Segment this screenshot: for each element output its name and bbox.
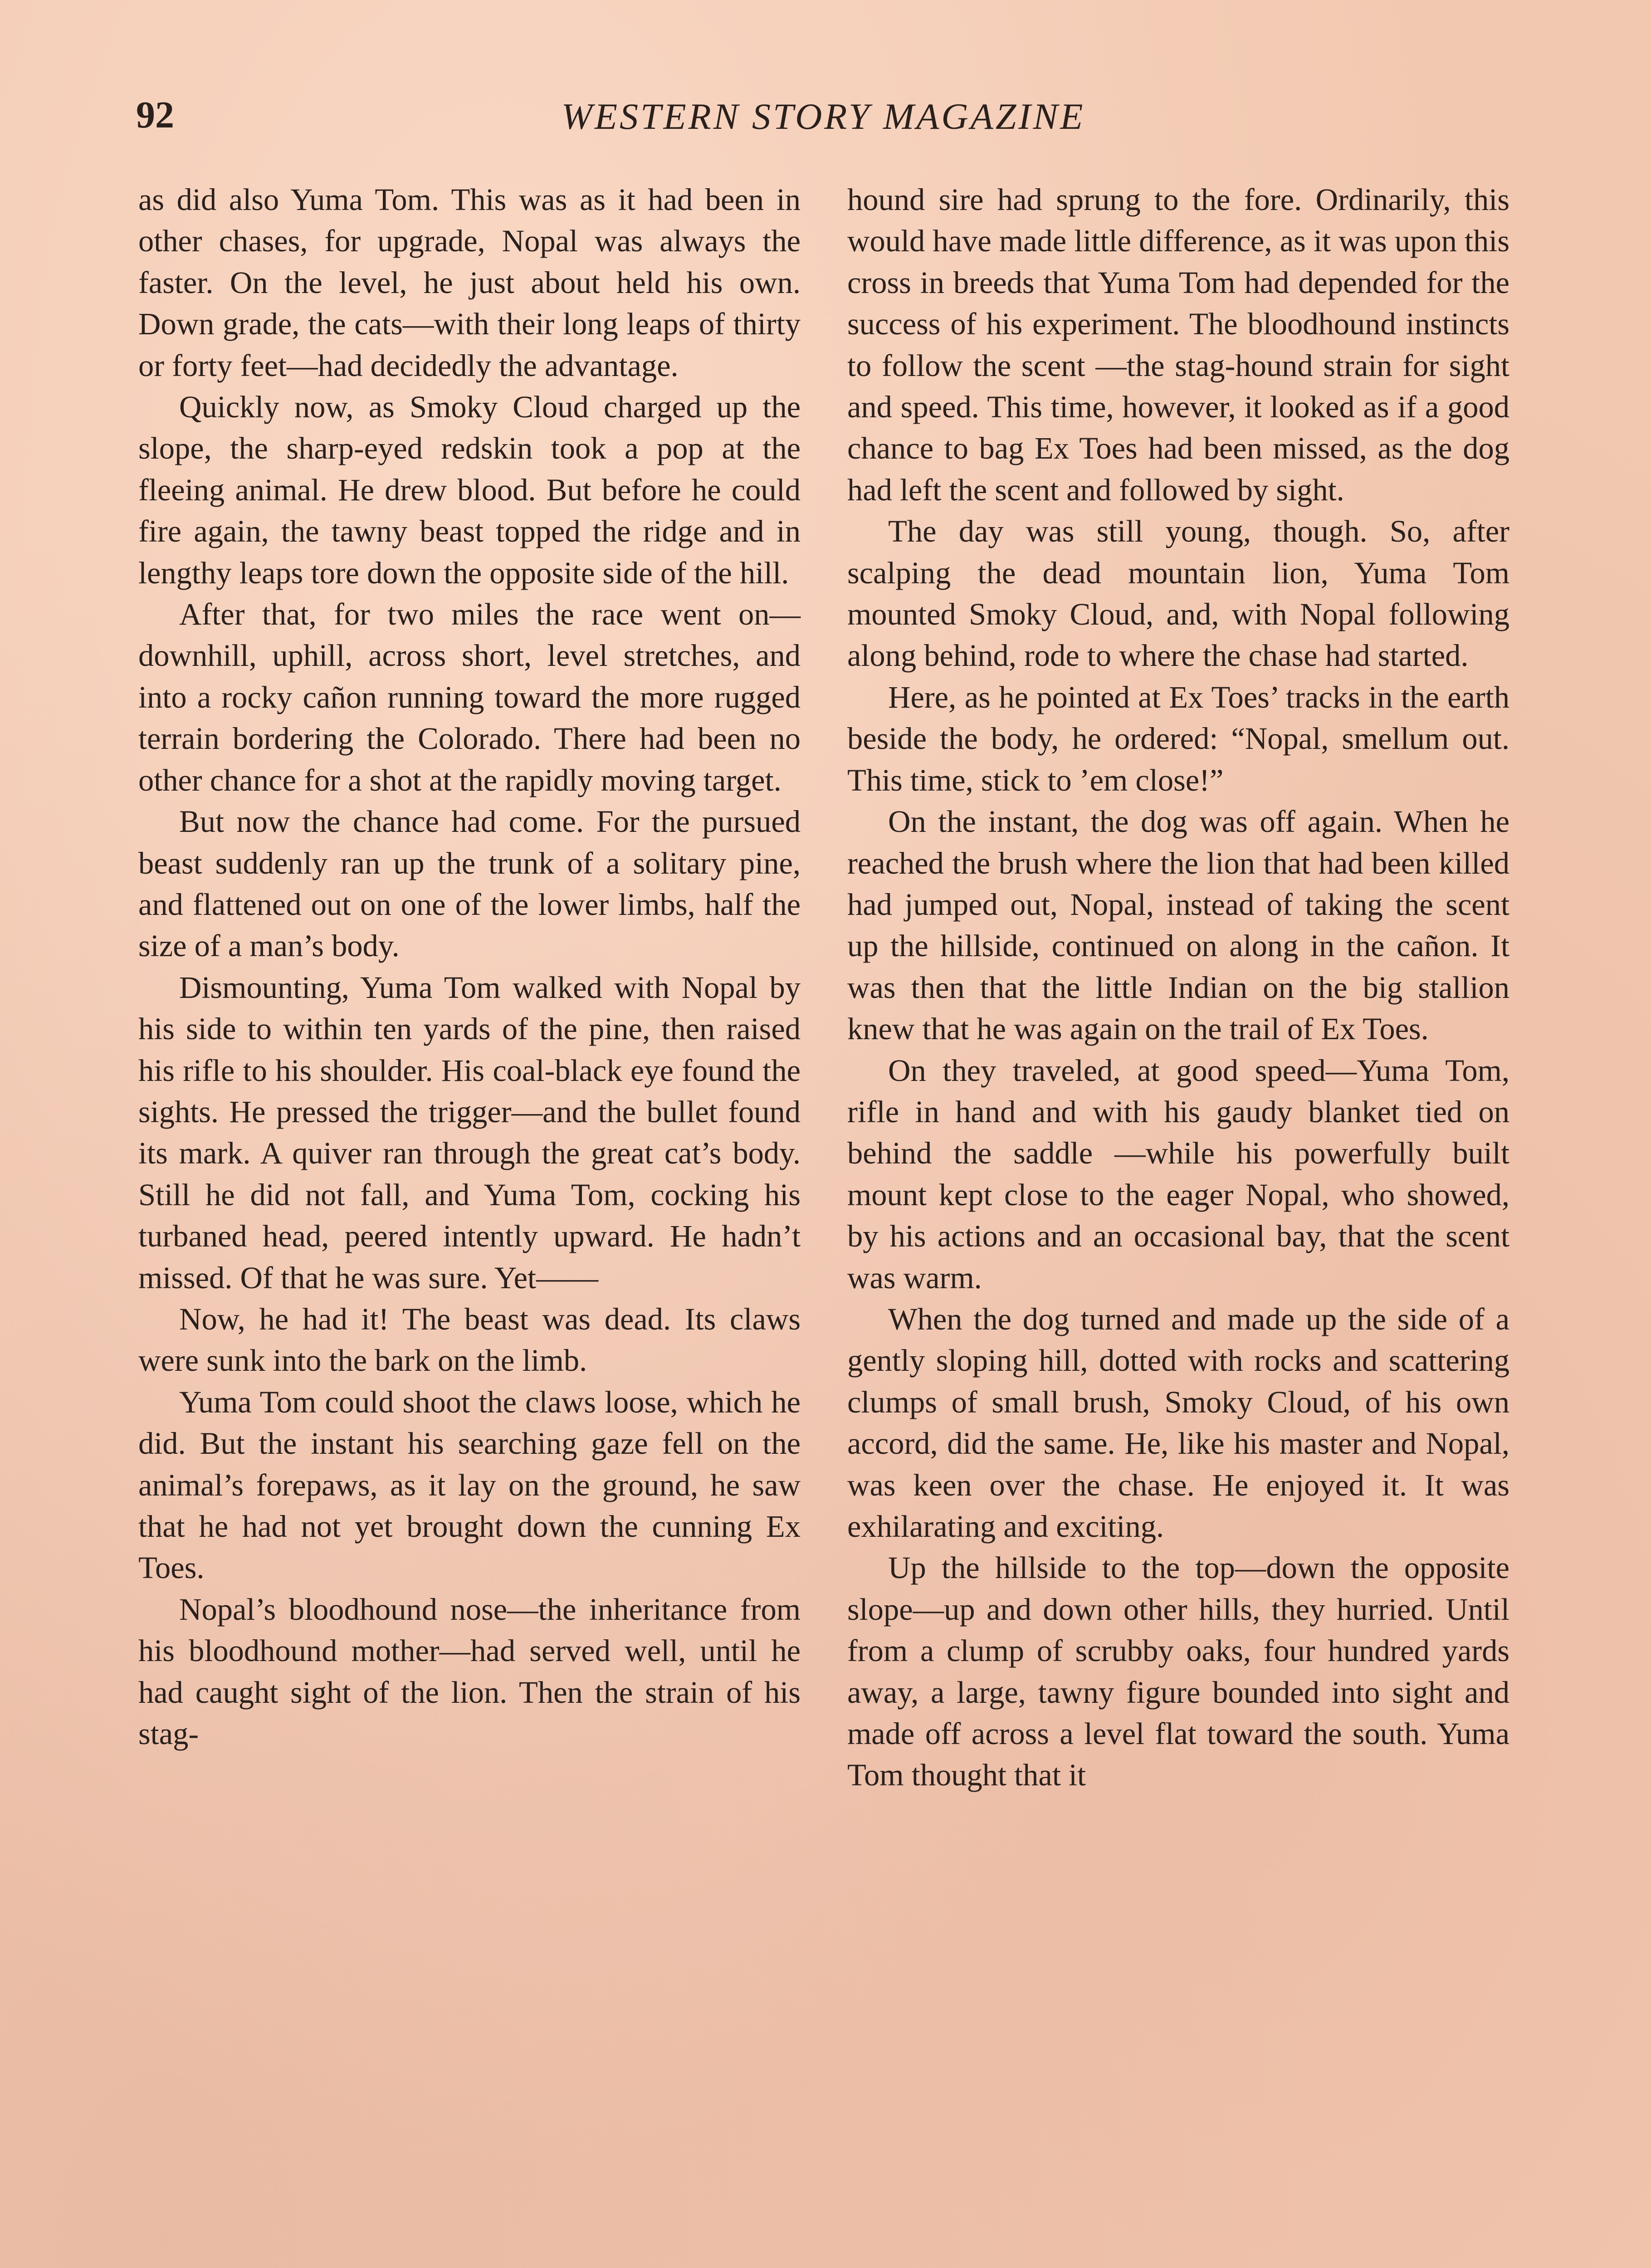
left-column bbox=[138, 179, 801, 1755]
paragraph: Nopal’s bloodhound nose—the inheritance from his bloodhound mother—had served well, until he had caught sight of the lion. Then the strain of his stag- bbox=[138, 1592, 801, 1751]
paragraph: The day was still young, though. So, after scalping the dead mountain lion, Yuma Tom mounted Smoky Cloud, and, with Nopal following along behind, rode to where the chase had started. bbox=[847, 514, 1509, 673]
paragraph: But now the chance had come. For the pursued beast suddenly ran up the trunk of a solitary pine, and flattened out on one of the lower limbs, half the size of a man’s body. bbox=[138, 804, 801, 963]
paragraph: Dismounting, Yuma Tom walked with Nopal by his side to within ten yards of the pine, then raised his rifle to his shoulder. His coal-black eye found the sights. He pressed the trigger—and the bullet found its mark. A quiver ran through the great cat’s body. Still he did not fall, and Yuma Tom, cocking his turbaned head, peered intently upward. He hadn’t missed. Of that he was sure. Yet—— bbox=[138, 970, 801, 1295]
paragraph: as did also Yuma Tom. This was as it had been in other chases, for upgrade, Nopal was always the faster. On the level, he just about held his own. Down grade, the cats—with their long leaps of thirty or forty feet—had decidedly the advantage. bbox=[138, 182, 801, 383]
paragraph: Here, as he pointed at Ex Toes’ tracks in the earth beside the body, he ordered: “Nopal, smellum out. This time, stick to ’em close!” bbox=[847, 679, 1509, 797]
paragraph: After that, for two miles the race went on—downhill, uphill, across short, level stretches, and into a rocky cañon running toward the more rugged terrain bordering the Colorado. There had been no other chance for a shot at the rapidly moving target. bbox=[138, 597, 801, 797]
paragraph: Quickly now, as Smoky Cloud charged up the slope, the sharp-eyed redskin took a pop at the fleeing animal. He drew blood. But before he could fire again, the tawny beast topped the ridge and in lengthy leaps tore down the opposite side of the hill. bbox=[138, 390, 801, 590]
paragraph: Now, he had it! The beast was dead. Its claws were sunk into the bark on the limb. bbox=[138, 1301, 801, 1378]
paragraph: When the dog turned and made up the side of a gently sloping hill, dotted with rocks and scattering clumps of small brush, Smoky Cloud, of his own accord, did the same. He, like his master and Nopal, was keen over the chase. He enjoyed it. It was exhilarating and exciting. bbox=[847, 1301, 1509, 1544]
paragraph: Yuma Tom could shoot the claws loose, which he did. But the instant his searching gaze fell on the animal’s forepaws, as it lay on the ground, he saw that he had not yet brought down the cunning Ex Toes. bbox=[138, 1384, 801, 1585]
paragraph: On they traveled, at good speed—Yuma Tom, rifle in hand and with his gaudy blanket tied on behind the saddle —while his powerfully built mount kept close to the eager Nopal, who showed, by his actions and an occasional bay, that the scent was warm. bbox=[847, 1053, 1509, 1295]
paragraph: hound sire had sprung to the fore. Ordinarily, this would have made little difference, as it was upon this cross in breeds that Yuma Tom had depended for the success of his experiment. The bloodhound instincts to follow the scent —the stag-hound strain for sight and speed. This time, however, it looked as if a good chance to bag Ex Toes had been missed, as the dog had left the scent and followed by sight. bbox=[847, 182, 1509, 507]
right-column bbox=[847, 179, 1509, 1796]
page-number: 92 bbox=[136, 94, 174, 136]
paragraph: On the instant, the dog was off again. When he reached the brush where the lion that had been killed had jumped out, Nopal, instead of taking the scent up the hillside, continued on along in the cañon. It was then that the little Indian on the big stallion knew that he was again on the trail of Ex Toes. bbox=[847, 804, 1509, 1046]
paragraph: Up the hillside to the top—down the opposite slope—up and down other hills, they hurried. Until from a clump of scrubby oaks, four hundred yards away, a large, tawny figure bounded into sight and made off across a level flat toward the south. Yuma Tom thought that it bbox=[847, 1550, 1509, 1793]
magazine-title: WESTERN STORY MAGAZINE bbox=[561, 96, 1085, 137]
